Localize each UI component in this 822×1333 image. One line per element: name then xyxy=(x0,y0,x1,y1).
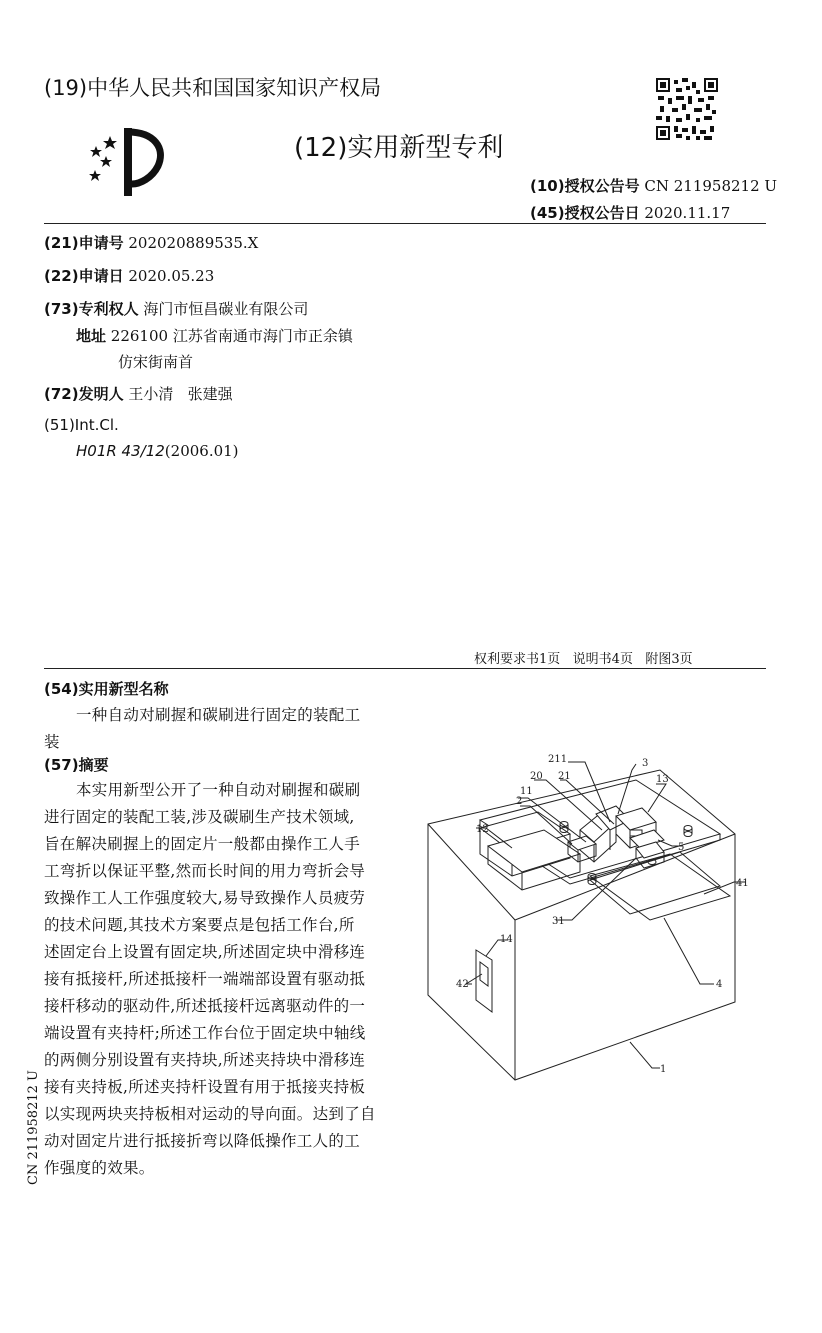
figure-label: 13 xyxy=(656,774,669,785)
patentee-value: 海门市恒昌碳业有限公司 xyxy=(143,300,309,318)
cnipa-emblem-icon xyxy=(84,126,174,198)
figure-label: 1 xyxy=(660,1064,667,1075)
abstract-line: 作强度的效果。 xyxy=(44,1159,155,1177)
publication-date-label: (45)授权公告日 xyxy=(530,204,640,222)
figure-label: 31 xyxy=(552,916,565,927)
office-name: (19)中华人民共和国国家知识产权局 xyxy=(44,76,382,100)
abstract-line: 接有抵接杆,所述抵接杆一端端部设置有驱动抵 xyxy=(44,970,366,988)
figure-label: 14 xyxy=(500,934,513,945)
figure-label: 12 xyxy=(476,824,489,835)
ipc-year: (2006.01) xyxy=(164,442,239,460)
address-line1: 226100 江苏省南通市海门市正余镇 xyxy=(110,327,353,345)
abstract-line: 旨在解决刷握上的固定片一般都由操作工人手 xyxy=(44,835,361,853)
patentee-label: (73)专利权人 xyxy=(44,300,139,318)
abstract-line: 工弯折以保证平整,然而长时间的用力弯折会导 xyxy=(44,862,366,880)
ipc-label: (51)Int.Cl. xyxy=(44,416,119,434)
document-type: (12)实用新型专利 xyxy=(294,133,504,163)
abstract-line: 端设置有夹持杆;所述工作台位于固定块中轴线 xyxy=(44,1024,366,1042)
body-divider xyxy=(44,668,766,669)
abstract-label: (57)摘要 xyxy=(44,756,109,774)
page-counts: 权利要求书1页 说明书4页 附图3页 xyxy=(474,652,693,667)
abstract-line: 的两侧分别设置有夹持块,所述夹持块中滑移连 xyxy=(44,1051,366,1069)
abstract-line: 述固定台上设置有固定块,所述固定块中滑移连 xyxy=(44,943,366,961)
figure-label: 5 xyxy=(678,842,685,853)
figure-label: 211 xyxy=(548,754,568,765)
figure-label: 21 xyxy=(558,771,571,782)
publication-date-row xyxy=(530,202,730,223)
abstract-line: 进行固定的装配工装,涉及碳刷生产技术领域, xyxy=(44,808,355,826)
figure-label: 4 xyxy=(716,979,723,990)
publication-number-value: CN 211958212 U xyxy=(644,177,778,195)
title-label: (54)实用新型名称 xyxy=(44,680,169,698)
publication-number-row xyxy=(530,175,777,196)
figure-label: 2 xyxy=(516,796,523,807)
figure-label: 41 xyxy=(736,878,749,889)
application-number-value: 202020889535.X xyxy=(128,234,259,252)
publication-date-value: 2020.11.17 xyxy=(644,204,731,222)
figure-label: 42 xyxy=(456,979,469,990)
abstract-body xyxy=(44,777,394,1182)
abstract-line: 接杆移动的驱动件,所述抵接杆远离驱动件的一 xyxy=(44,997,366,1015)
publication-number-label: (10)授权公告号 xyxy=(530,177,640,195)
abstract-line: 致操作工人工作强度较大,易导致操作人员疲劳 xyxy=(44,889,366,907)
header-divider xyxy=(44,223,766,224)
qr-code-icon xyxy=(656,78,718,140)
address-row xyxy=(76,325,353,346)
abstract-line: 接有夹持板,所述夹持杆设置有用于抵接夹持板 xyxy=(44,1078,366,1096)
utility-model-title-line2: 装 xyxy=(44,733,60,751)
patentee-row xyxy=(44,298,308,319)
application-date-label: (22)申请日 xyxy=(44,267,124,285)
figure-label: 20 xyxy=(530,771,543,782)
inventor-value: 王小清 张建强 xyxy=(128,385,233,403)
abstract-line: 以实现两块夹持板相对运动的导向面。达到了自 xyxy=(44,1105,376,1123)
figure-label: 3 xyxy=(642,758,649,769)
abstract-line: 动对固定片进行抵接折弯以降低操作工人的工 xyxy=(44,1132,361,1150)
inventor-label: (72)发明人 xyxy=(44,385,124,403)
application-number-row xyxy=(44,232,258,253)
figure-label: 11 xyxy=(520,786,533,797)
application-date-value: 2020.05.23 xyxy=(128,267,215,285)
side-patent-number: CN 211958212 U xyxy=(26,1070,41,1185)
abstract-figure xyxy=(420,750,750,1090)
address-line2: 仿宋街南首 xyxy=(118,353,194,371)
utility-model-title-line1: 一种自动对刷握和碳刷进行固定的装配工 xyxy=(76,706,361,724)
application-number-label: (21)申请号 xyxy=(44,234,124,252)
abstract-line: 本实用新型公开了一种自动对刷握和碳刷 xyxy=(76,781,361,799)
address-label: 地址 xyxy=(76,327,107,345)
application-date-row xyxy=(44,265,214,286)
ipc-code: H01R 43/12 xyxy=(76,442,165,460)
inventor-row xyxy=(44,383,233,404)
ipc-row xyxy=(76,442,239,460)
abstract-line: 的技术问题,其技术方案要点是包括工作台,所 xyxy=(44,916,355,934)
